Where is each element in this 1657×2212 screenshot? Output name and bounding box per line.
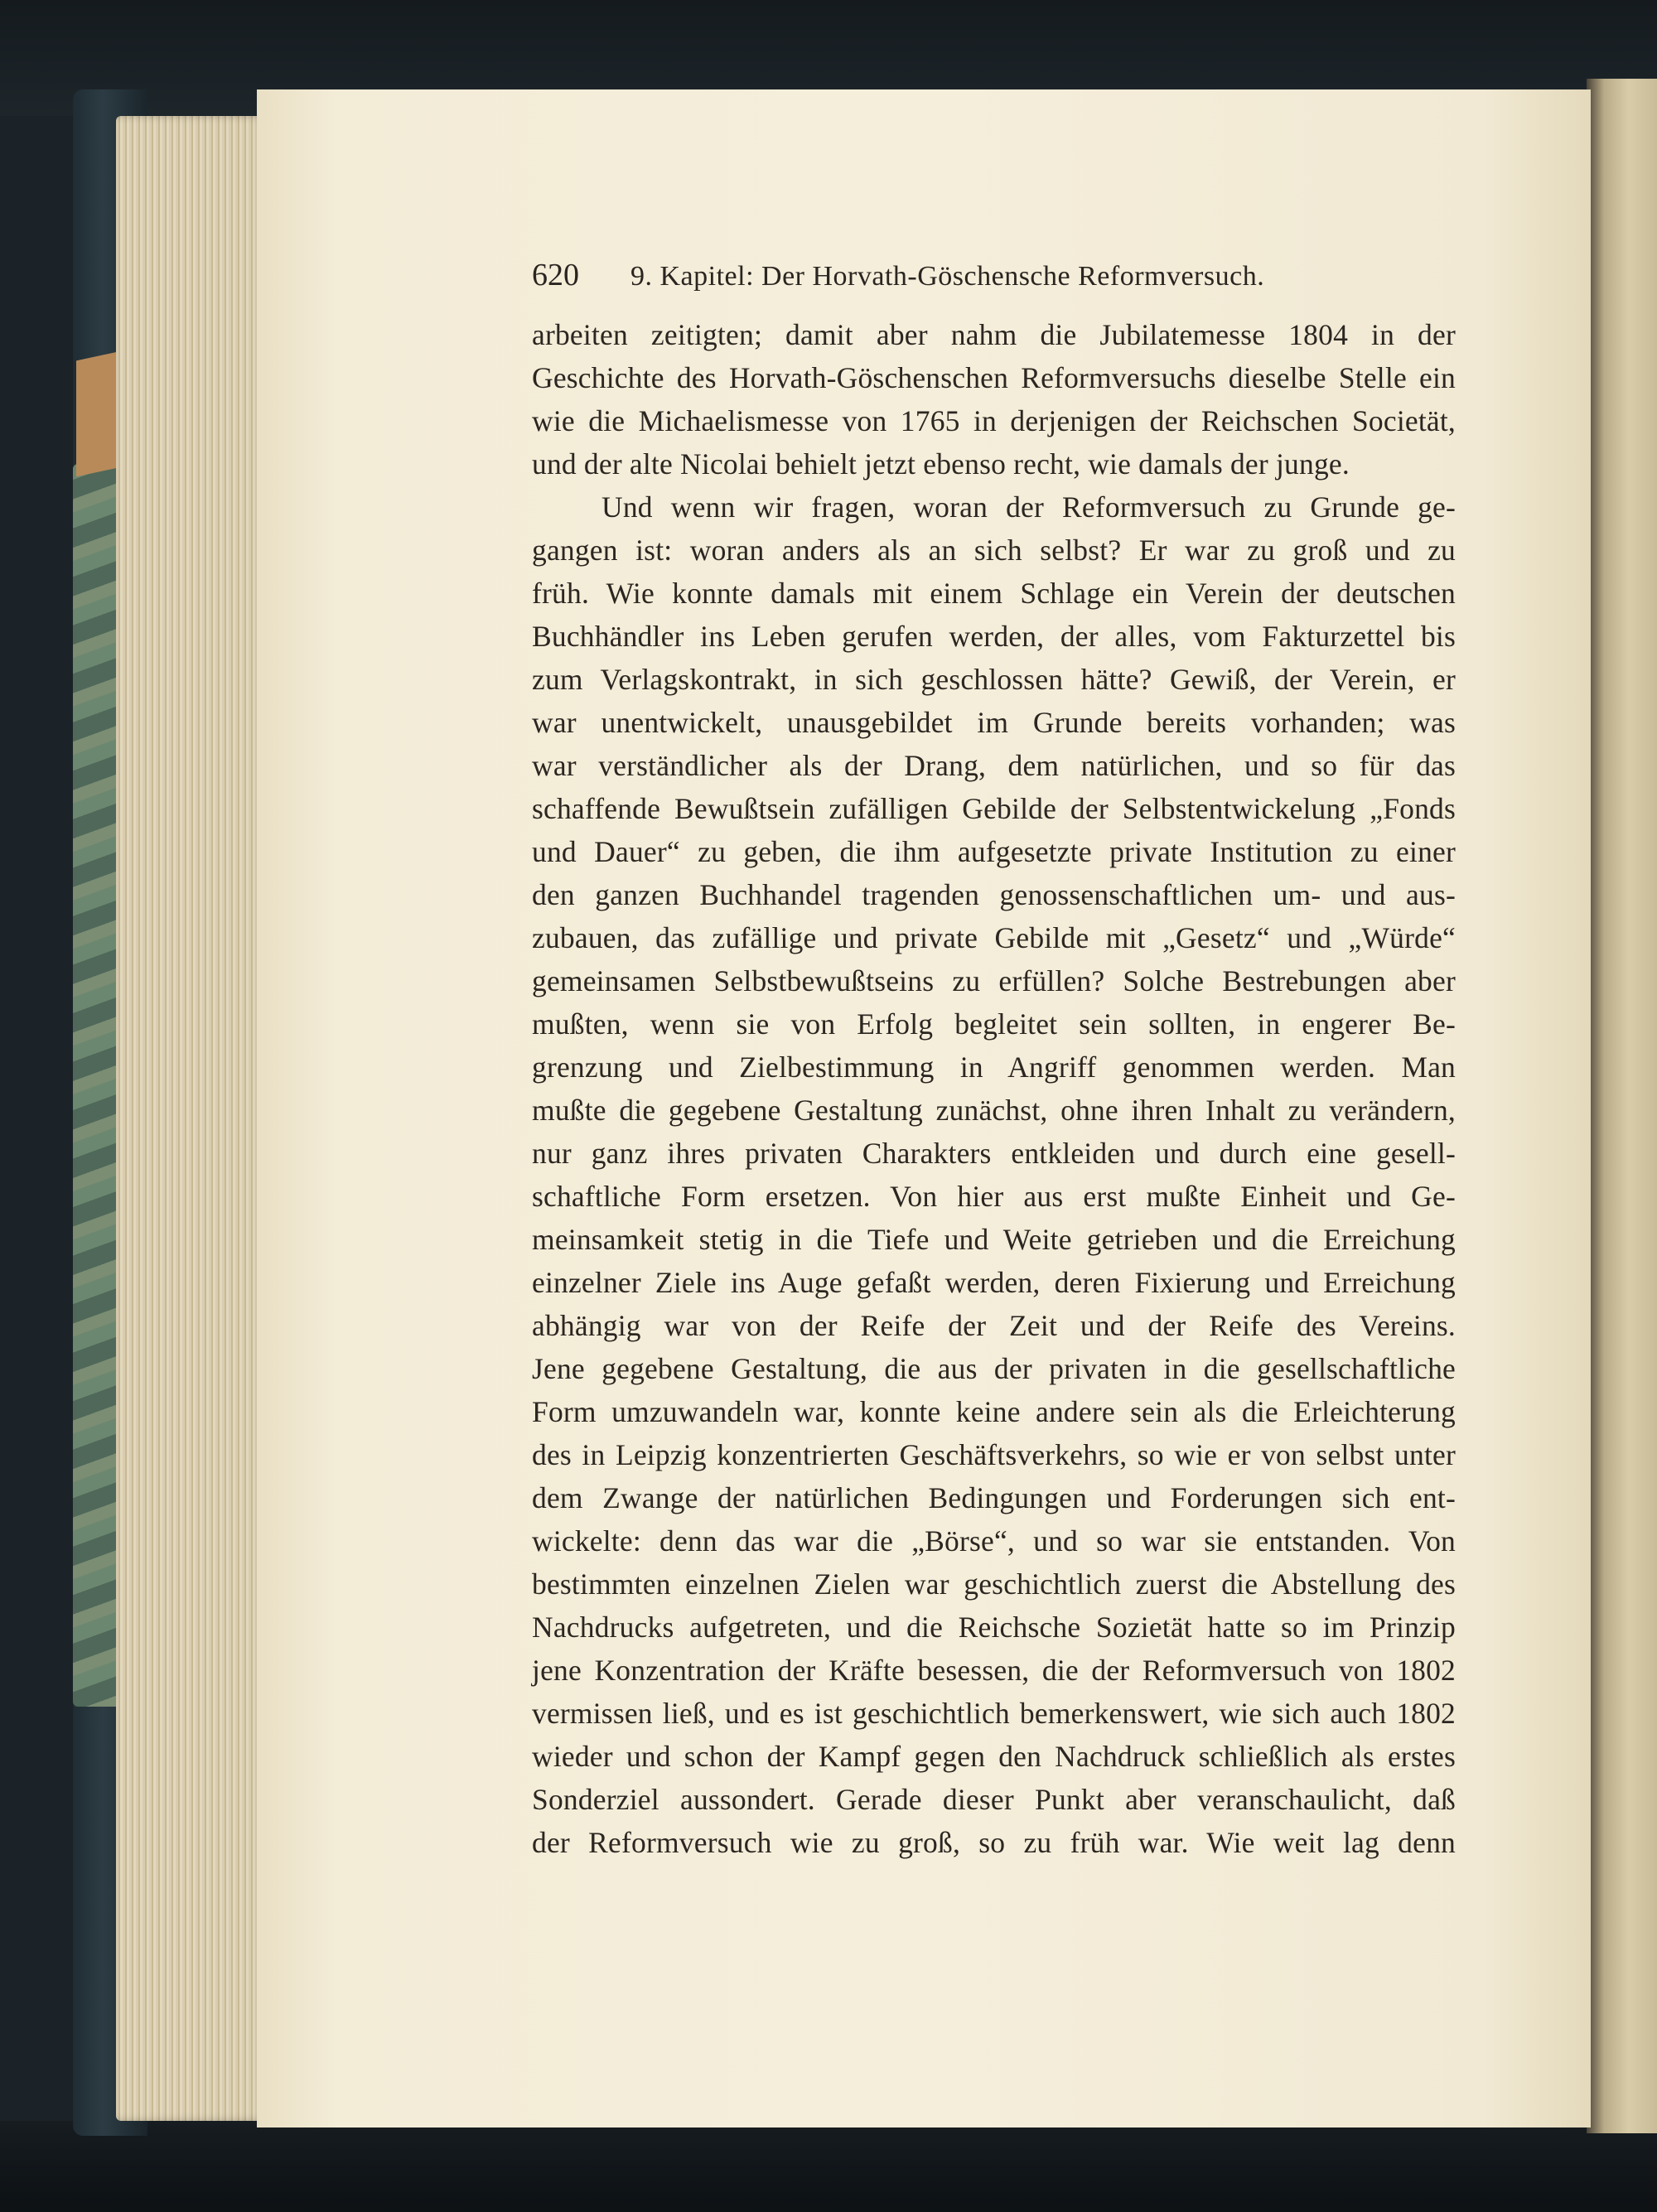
text-line: schaftliche Form ersetzen. Von hier aus erst mußte Einheit und Ge- [532, 1180, 1456, 1213]
body-text [532, 313, 1456, 1864]
text-line: wickelte: denn das war die „Börse“, und so war sie entstanden. Von [532, 1524, 1456, 1558]
text-line: einzelner Ziele ins Auge gefaßt werden, deren Fixierung und Erreichung [532, 1266, 1456, 1299]
text-line: dem Zwange der natürlichen Bedingungen und Forderungen sich ent- [532, 1481, 1456, 1514]
text-line: arbeiten zeitigten; damit aber nahm die Jubilatemesse 1804 in der [532, 318, 1456, 351]
text-line: früh. Wie konnte damals mit einem Schlage ein Verein der deutschen [532, 577, 1456, 610]
page-number: 620 [532, 258, 579, 292]
text-line: Jene gegebene Gestaltung, die aus der privaten in die gesellschaftliche [532, 1352, 1456, 1385]
text-line: war verständlicher als der Drang, dem natürlichen, und so für das [532, 749, 1456, 782]
text-line: vermissen ließ, und es ist geschichtlich bemerkenswert, wie sich auch 1802 [532, 1697, 1456, 1730]
text-line: zum Verlagskontrakt, in sich geschlossen hätte? Gewiß, der Verein, er [532, 663, 1456, 696]
text-line: grenzung und Zielbestimmung in Angriff genommen werden. Man [532, 1050, 1456, 1084]
running-head [532, 257, 1460, 298]
text-line: gemeinsamen Selbstbewußtseins zu erfüllen? Solche Bestrebungen aber [532, 964, 1456, 997]
text-line: bestimmten einzelnen Zielen war geschichtlich zuerst die Abstellung des [532, 1567, 1456, 1601]
text-line: war unentwickelt, unausgebildet im Grunde bereits vorhanden; was [532, 706, 1456, 739]
text-line: Geschichte des Horvath-Göschenschen Reformversuchs dieselbe Stelle ein [532, 361, 1456, 394]
chapter-title: 9. Kapitel: Der Horvath-Göschensche Reformversuch. [630, 261, 1265, 292]
text-line: Sonderziel aussondert. Gerade dieser Punkt aber veranschaulicht, daß [532, 1783, 1456, 1816]
text-line: Nachdrucks aufgetreten, und die Reichsche Sozietät hatte so im Prinzip [532, 1611, 1456, 1644]
text-line: Buchhändler ins Leben gerufen werden, der alles, vom Fakturzettel bis [532, 620, 1456, 653]
text-line: und der alte Nicolai behielt jetzt ebenso recht, wie damals der junge. [532, 447, 1350, 481]
text-line: mußten, wenn sie von Erfolg begleitet sein sollten, in engerer Be- [532, 1007, 1456, 1041]
text-line: gangen ist: woran anders als an sich selbst? Er war zu groß und zu [532, 534, 1456, 567]
facing-page-edge [1587, 79, 1657, 2133]
text-line: mußte die gegebene Gestaltung zunächst, ohne ihren Inhalt zu verändern, [532, 1094, 1456, 1127]
text-line: jene Konzentration der Kräfte besessen, die der Reformversuch von 1802 [532, 1654, 1456, 1687]
text-line: wieder und schon der Kampf gegen den Nachdruck schließlich als erstes [532, 1740, 1456, 1773]
text-line: meinsamkeit stetig in die Tiefe und Weite getrieben und die Erreichung [532, 1223, 1456, 1256]
text-line: nur ganz ihres privaten Charakters entkleiden und durch eine gesell- [532, 1137, 1456, 1170]
text-line: Und wenn wir fragen, woran der Reformversuch zu Grunde ge- [601, 490, 1456, 524]
text-line: den ganzen Buchhandel tragenden genossenschaftlichen um- und aus- [532, 878, 1456, 911]
text-line: wie die Michaelismesse von 1765 in derjenigen der Reichschen Societät, [532, 404, 1456, 437]
text-line: und Dauer“ zu geben, die ihm aufgesetzte private Institution zu einer [532, 835, 1456, 868]
text-line: zubauen, das zufällige und private Gebilde mit „Gesetz“ und „Würde“ [532, 921, 1456, 954]
text-line: abhängig war von der Reife der Zeit und der Reife des Vereins. [532, 1309, 1456, 1342]
text-line: der Reformversuch wie zu groß, so zu früh war. Wie weit lag denn [532, 1826, 1456, 1859]
scanner-background-bottom [0, 2121, 1657, 2212]
marbled-edge [73, 464, 123, 1707]
leather-corner [76, 352, 118, 477]
text-line: schaffende Bewußtsein zufälligen Gebilde der Selbstentwickelung „Fonds [532, 792, 1456, 825]
page-block-edges [116, 116, 265, 2121]
text-line: des in Leipzig konzentrierten Geschäftsverkehrs, so wie er von selbst unter [532, 1438, 1456, 1471]
text-line: Form umzuwandeln war, konnte keine andere sein als die Erleichterung [532, 1395, 1456, 1428]
